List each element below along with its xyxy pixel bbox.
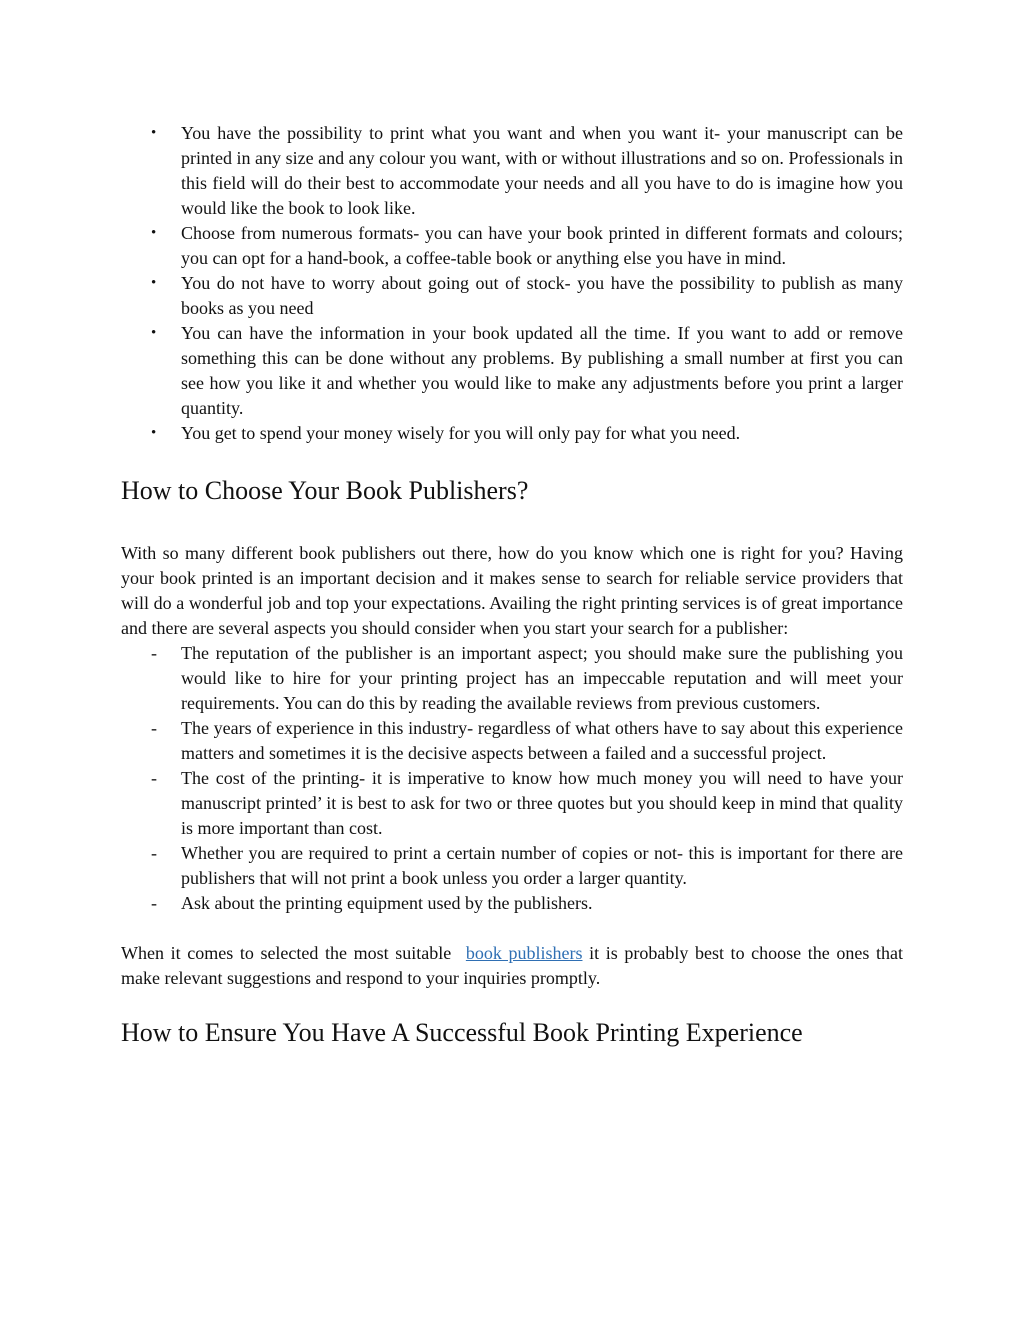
bullet-item bbox=[121, 221, 903, 271]
bullet-icon: • bbox=[151, 225, 157, 241]
bullet-text: You get to spend your money wisely for you will only pay for what you need. bbox=[181, 423, 741, 443]
dash-item bbox=[121, 891, 903, 916]
bullet-icon: • bbox=[151, 325, 157, 341]
considerations-dash-list bbox=[121, 641, 903, 916]
closing-text-after: it is probably best to choose the ones that make relevant suggestions and respond to your inquiries promptly. bbox=[121, 943, 903, 988]
dash-item bbox=[121, 766, 903, 841]
closing-paragraph bbox=[121, 941, 903, 991]
document-page bbox=[121, 121, 903, 1049]
dash-text: The years of experience in this industry- regardless of what others have to say about this experience matters and sometimes it is the decisive aspects between a failed and a successful project. bbox=[181, 718, 903, 763]
book-publishers-link[interactable]: book publishers bbox=[465, 943, 583, 963]
dash-text: The cost of the printing- it is imperative to know how much money you will need to have your manuscript printed’ it is best to ask for two or three quotes but you should keep in mind that quality is more important than cost. bbox=[181, 768, 903, 838]
bullet-text: Choose from numerous formats- you can have your book printed in different formats and colours; you can opt for a hand-book, a coffee-table book or anything else you have in mind. bbox=[181, 223, 903, 268]
dash-item bbox=[121, 841, 903, 891]
dash-item bbox=[121, 641, 903, 716]
dash-marker: - bbox=[151, 843, 157, 863]
dash-text: Ask about the printing equipment used by the publishers. bbox=[181, 893, 593, 913]
dash-text: The reputation of the publisher is an important aspect; you should make sure the publishing you would like to hire for your printing project has an impeccable reputation and will meet your requirements. You can do this by reading the available reviews from previous customers. bbox=[181, 643, 903, 713]
bullet-text: You do not have to worry about going out of stock- you have the possibility to publish as many books as you need bbox=[181, 273, 903, 318]
bullet-item bbox=[121, 271, 903, 321]
section-heading-choose-publishers: How to Choose Your Book Publishers? bbox=[121, 476, 529, 505]
section-heading-successful-printing: How to Ensure You Have A Successful Book Printing Experience bbox=[121, 1018, 803, 1047]
dash-marker: - bbox=[151, 643, 157, 663]
bullet-item bbox=[121, 421, 903, 446]
dash-marker: - bbox=[151, 718, 157, 738]
bullet-icon: • bbox=[151, 275, 157, 291]
bullet-icon: • bbox=[151, 425, 157, 441]
dash-text: Whether you are required to print a certain number of copies or not- this is important for there are publishers that will not print a book unless you order a larger quantity. bbox=[181, 843, 903, 888]
benefits-bullet-list bbox=[121, 121, 903, 446]
dash-marker: - bbox=[151, 768, 157, 788]
bullet-item bbox=[121, 321, 903, 421]
dash-item bbox=[121, 716, 903, 766]
bullet-text: You can have the information in your book updated all the time. If you want to add or remove something this can be done without any problems. By publishing a small number at first you can see how you like it and whether you would like to make any adjustments before you print a larger quantity. bbox=[181, 323, 903, 418]
bullet-item bbox=[121, 121, 903, 221]
bullet-icon: • bbox=[151, 125, 157, 141]
bullet-text: You have the possibility to print what you want and when you want it- your manuscript can be printed in any size and any colour you want, with or without illustrations and so on. Professionals in this field will do their best to accommodate your needs and all you have to do is imagine how you would like the book to look like. bbox=[181, 123, 903, 218]
dash-marker: - bbox=[151, 893, 157, 913]
closing-text-before: When it comes to selected the most suitable bbox=[121, 943, 458, 963]
intro-paragraph: With so many different book publishers out there, how do you know which one is right for you? Having your book printed is an important decision and it makes sense to search for reliable service providers that will do a wonderful job and top your expectations. Availing the right printing services is of great importance and there are several aspects you should consider when you start your search for a publisher: bbox=[121, 543, 903, 638]
